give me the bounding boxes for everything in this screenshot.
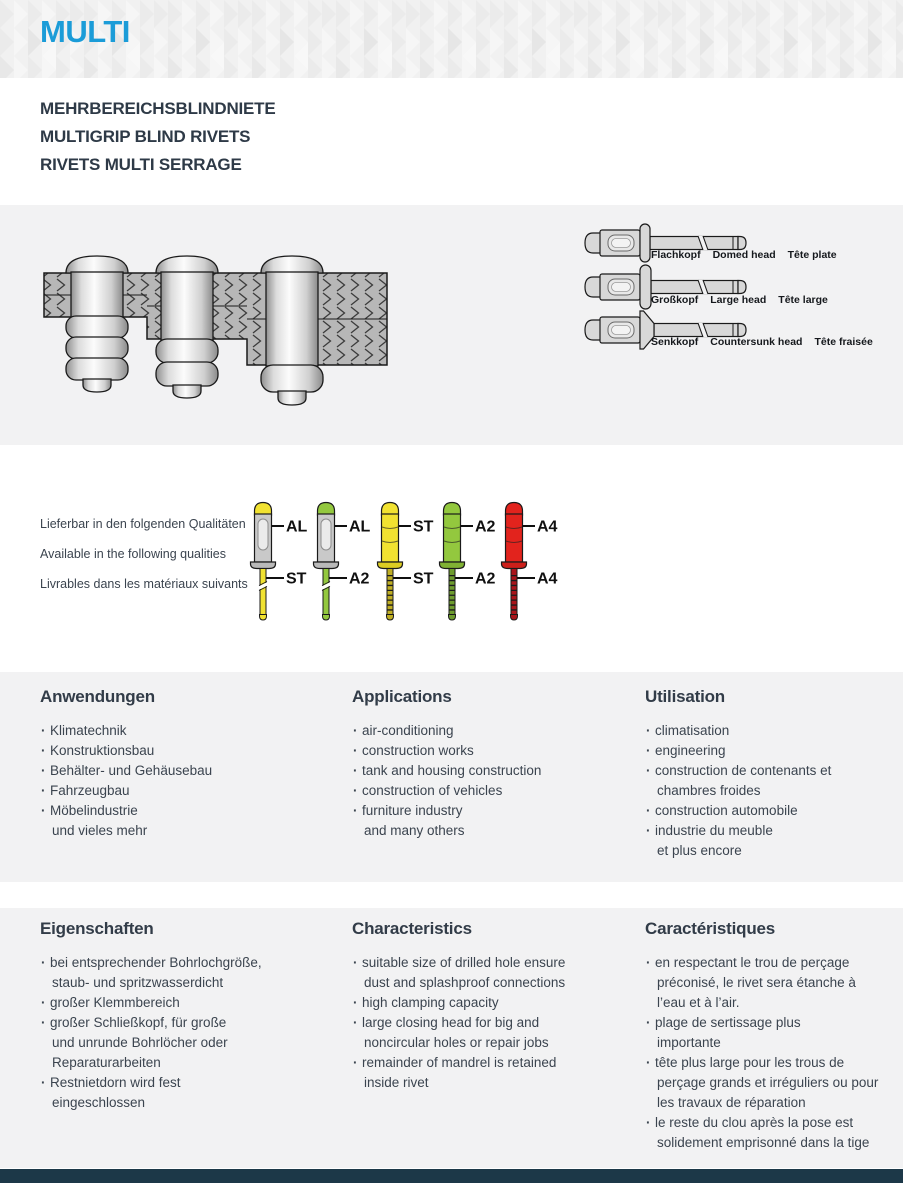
list-item: · plage de sertissage plus bbox=[645, 1013, 903, 1033]
list-item: · remainder of mandrel is retained bbox=[352, 1053, 644, 1073]
list-item-continuation: les travaux de réparation bbox=[657, 1095, 806, 1110]
qualities-intro-en: Available in the following qualities bbox=[40, 547, 226, 561]
qualities-intro-fr: Livrables dans les matériaux suivants bbox=[40, 577, 248, 591]
column-heading: Anwendungen bbox=[40, 687, 155, 706]
body-material-label: A4 bbox=[537, 518, 558, 536]
quality-rivet-al-a2 bbox=[313, 500, 377, 626]
list-item: · air-conditioning bbox=[352, 721, 644, 741]
mandrel-material-label: A2 bbox=[349, 570, 370, 588]
characteristics-column-en bbox=[352, 919, 644, 1093]
list-item: · großer Schließkopf, für große bbox=[40, 1013, 332, 1033]
quality-rivet-al-st bbox=[250, 500, 314, 626]
list-item-continuation: perçage grands et irréguliers ou pour bbox=[657, 1075, 879, 1090]
list-item-continuation: et plus encore bbox=[657, 843, 742, 858]
list-item-continuation: chambres froides bbox=[657, 783, 761, 798]
applications-column-en bbox=[352, 687, 644, 841]
mandrel-material-label: ST bbox=[286, 570, 307, 588]
footer-bar bbox=[0, 1169, 903, 1183]
list-item-continuation: und vieles mehr bbox=[52, 823, 148, 838]
title-fr: RIVETS MULTI SERRAGE bbox=[40, 155, 242, 174]
list-item: · climatisation bbox=[645, 721, 903, 741]
list-item-continuation: solidement emprisonné dans la tige bbox=[657, 1135, 870, 1150]
list-item-continuation: importante bbox=[657, 1035, 721, 1050]
list-item-continuation: noncircular holes or repair jobs bbox=[364, 1035, 549, 1050]
list-item-continuation: Reparaturarbeiten bbox=[52, 1055, 161, 1070]
head-type-en: Large head bbox=[710, 294, 767, 306]
body-material-label: AL bbox=[286, 518, 308, 536]
list-item: · furniture industry bbox=[352, 801, 644, 821]
list-item: · suitable size of drilled hole ensure bbox=[352, 953, 644, 973]
list-item: · Möbelindustrie bbox=[40, 801, 332, 821]
head-type-labels-countersunk bbox=[651, 336, 873, 348]
list-item-continuation: und unrunde Bohrlöcher oder bbox=[52, 1035, 228, 1050]
head-type-fr: Tête plate bbox=[787, 249, 837, 261]
list-item-continuation: eingeschlossen bbox=[52, 1095, 146, 1110]
column-heading: Characteristics bbox=[352, 919, 472, 938]
list-item: · le reste du clou après la pose est bbox=[645, 1113, 903, 1133]
list-item-continuation: staub- und spritzwasserdicht bbox=[52, 975, 224, 990]
list-item: · Konstruktionsbau bbox=[40, 741, 332, 761]
list-item: · construction works bbox=[352, 741, 644, 761]
quality-rivet-a2-a2 bbox=[439, 500, 503, 626]
quality-rivet-a4-a4 bbox=[501, 500, 565, 626]
grip-range-illustration bbox=[42, 250, 392, 445]
list-item-continuation: préconisé, le rivet sera étanche à bbox=[657, 975, 856, 990]
head-type-en: Countersunk head bbox=[710, 336, 803, 348]
column-heading: Eigenschaften bbox=[40, 919, 154, 938]
applications-column-fr bbox=[645, 687, 903, 861]
list-item: · Restnietdorn wird fest bbox=[40, 1073, 332, 1093]
column-heading: Utilisation bbox=[645, 687, 725, 706]
list-item: · construction of vehicles bbox=[352, 781, 644, 801]
list-item: · großer Klemmbereich bbox=[40, 993, 332, 1013]
quality-rivet-st-st bbox=[377, 500, 441, 626]
qualities-intro-de: Lieferbar in den folgenden Qualitäten bbox=[40, 517, 246, 531]
head-type-labels-domed bbox=[651, 249, 837, 261]
mandrel-material-label: A2 bbox=[475, 570, 496, 588]
characteristics-column-fr bbox=[645, 919, 903, 1153]
mandrel-material-label: A4 bbox=[537, 570, 558, 588]
head-type-en: Domed head bbox=[712, 249, 776, 261]
list-item-continuation: dust and splashproof connections bbox=[364, 975, 566, 990]
head-type-de: Flachkopf bbox=[651, 249, 701, 261]
list-item: · tête plus large pour les trous de bbox=[645, 1053, 903, 1073]
column-heading: Caractéristiques bbox=[645, 919, 776, 938]
list-item: · engineering bbox=[645, 741, 903, 761]
list-item-continuation: inside rivet bbox=[364, 1075, 429, 1090]
head-type-de: Senkkopf bbox=[651, 336, 699, 348]
applications-column-de bbox=[40, 687, 332, 841]
body-material-label: AL bbox=[349, 518, 371, 536]
title-de: MEHRBEREICHSBLINDNIETE bbox=[40, 99, 276, 118]
head-type-fr: Tête large bbox=[778, 294, 828, 306]
page-title: MULTI bbox=[40, 14, 130, 49]
body-material-label: A2 bbox=[475, 518, 496, 536]
column-heading: Applications bbox=[352, 687, 452, 706]
list-item: · tank and housing construction bbox=[352, 761, 644, 781]
list-item: · Behälter- und Gehäusebau bbox=[40, 761, 332, 781]
triangle-pattern bbox=[0, 0, 903, 78]
list-item: · Fahrzeugbau bbox=[40, 781, 332, 801]
list-item-continuation: and many others bbox=[364, 823, 465, 838]
list-item-continuation: l’eau et à l’air. bbox=[657, 995, 740, 1010]
list-item: · construction de contenants et bbox=[645, 761, 903, 781]
head-type-de: Großkopf bbox=[651, 294, 699, 306]
header-banner bbox=[0, 0, 903, 78]
mandrel-material-label: ST bbox=[413, 570, 434, 588]
head-type-fr: Tête fraisée bbox=[814, 336, 873, 348]
list-item: · Klimatechnik bbox=[40, 721, 332, 741]
list-item: · high clamping capacity bbox=[352, 993, 644, 1013]
list-item: · en respectant le trou de perçage bbox=[645, 953, 903, 973]
list-item: · bei entsprechender Bohrlochgröße, bbox=[40, 953, 332, 973]
body-material-label: ST bbox=[413, 518, 434, 536]
title-en: MULTIGRIP BLIND RIVETS bbox=[40, 127, 251, 146]
list-item: · industrie du meuble bbox=[645, 821, 903, 841]
characteristics-column-de bbox=[40, 919, 332, 1113]
list-item: · construction automobile bbox=[645, 801, 903, 821]
head-type-labels-large bbox=[651, 294, 828, 306]
list-item: · large closing head for big and bbox=[352, 1013, 644, 1033]
